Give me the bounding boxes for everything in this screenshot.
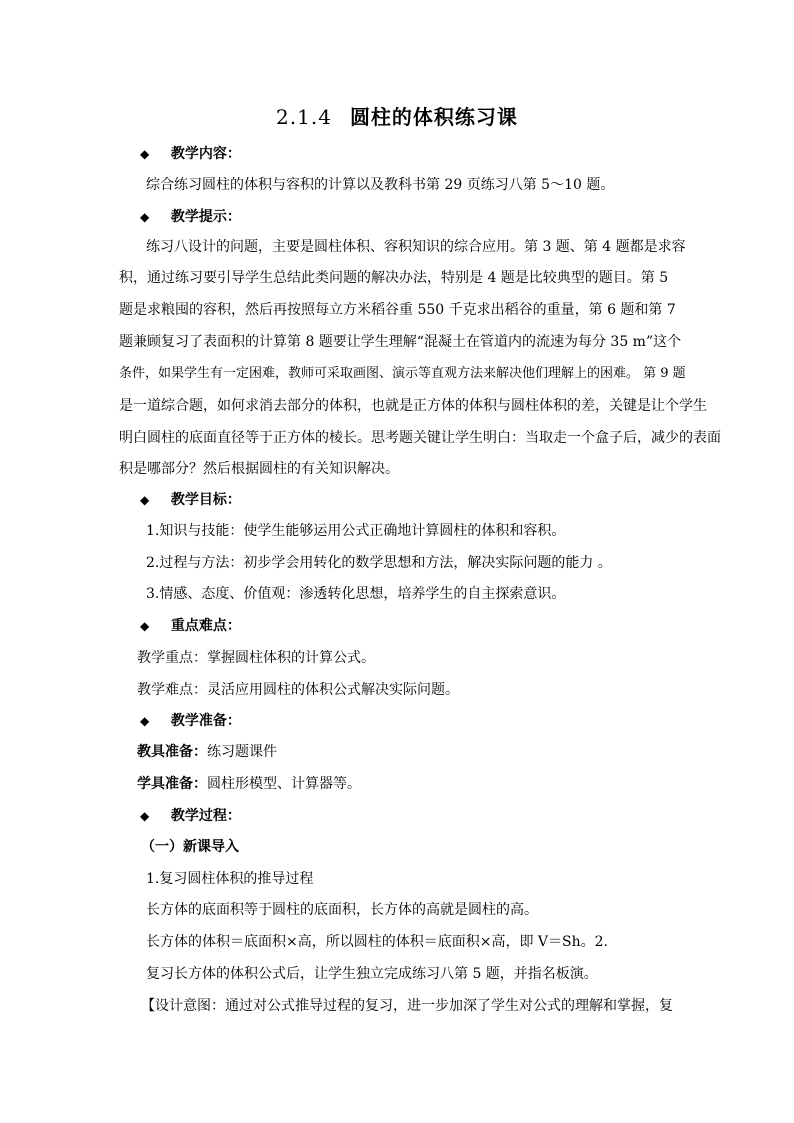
paragraph-line: 练习八设计的问题，主要是圆柱体积、容积知识的综合应用。第 3 题、第 4 题都是求容 — [146, 239, 686, 255]
bullet-diamond-icon: ◆ — [140, 714, 150, 728]
section-heading-content: ◆ 教学内容： — [140, 146, 241, 162]
paragraph-line: 1.复习圆柱体积的推导过程 — [146, 871, 314, 887]
paragraph-line: 复习长方体的体积公式后，让学生独立完成练习八第 5 题，并指名板演。 — [146, 966, 598, 982]
list-item: 1.知识与技能：使学生能够运用公式正确地计算圆柱的体积和容积。 — [146, 523, 566, 539]
paragraph-line: 教学难点：灵活应用圆柱的体积公式解决实际问题。 — [137, 682, 459, 698]
bullet-diamond-icon: ◆ — [140, 493, 150, 507]
paragraph-line: 教学重点：掌握圆柱体积的计算公式。 — [137, 650, 375, 666]
teacher-prep-value: 练习题课件 — [207, 744, 277, 760]
section-heading-prep: ◆ 教学准备： — [140, 713, 241, 729]
paragraph-line: 长方体的底面积等于圆柱的底面积，长方体的高就是圆柱的高。 — [146, 902, 538, 918]
paragraph-line: 是一道综合题，如何求消去部分的体积，也就是正方体的体积与圆柱体积的差，关键是让个学生 — [119, 398, 707, 414]
paragraph-line: 长方体的体积＝底面积×高，所以圆柱的体积＝底面积×高，即 V＝Sh。2. — [146, 934, 608, 950]
student-prep-line — [137, 774, 361, 794]
student-prep-value: 圆柱形模型、计算器等。 — [207, 776, 361, 792]
paragraph-line: 积是哪部分？然后根据圆柱的有关知识解决。 — [119, 461, 399, 477]
paragraph-line: 条件，如果学生有一定困难，教师可采取画图、演示等直观方法来解决他们理解上的困难。 第 9 题 — [119, 366, 686, 381]
sub-heading: （一）新课导入 — [141, 839, 239, 855]
list-item: 3.情感、态度、价值观：渗透转化思想，培养学生的自主探索意识。 — [146, 586, 566, 602]
list-item: 2.过程与方法：初步学会用转化的数学思想和方法，解决实际问题的能力 。 — [146, 555, 612, 571]
student-prep-label: 学具准备： — [137, 776, 207, 792]
title-text: 圆柱的体积练习课 — [349, 105, 518, 129]
title-number: 2.1.4 — [276, 105, 332, 129]
paragraph-line: 综合练习圆柱的体积与容积的计算以及教科书第 29 页练习八第 5～10 题。 — [146, 177, 615, 193]
teacher-prep-line — [137, 742, 277, 762]
paragraph-line: 明白圆柱的底面直径等于正方体的棱长。思考题关键让学生明白：当取走一个盒子后，减少的表面 — [119, 430, 721, 446]
section-heading-keypoints: ◆ 重点难点： — [140, 618, 241, 634]
bullet-diamond-icon: ◆ — [140, 210, 150, 224]
paragraph-line: 题兼顾复习了表面积的计算第 8 题要让学生理解“混凝土在管道内的流速为每分 35 m”这个 — [119, 334, 682, 350]
paragraph-line: 积，通过练习要引导学生总结此类问题的解决办法，特别是 4 题是比较典型的题目。第 5 — [119, 270, 669, 286]
page-title — [0, 104, 794, 130]
bullet-diamond-icon: ◆ — [140, 147, 150, 161]
bullet-diamond-icon: ◆ — [140, 809, 150, 823]
section-heading-goals: ◆ 教学目标： — [140, 492, 241, 508]
teacher-prep-label: 教具准备： — [137, 744, 207, 760]
section-heading-tips: ◆ 教学提示： — [140, 209, 241, 225]
section-heading-process: ◆ 教学过程： — [140, 808, 241, 824]
paragraph-line: 【设计意图：通过对公式推导过程的复习，进一步加深了学生对公式的理解和掌握，复 — [141, 998, 673, 1014]
bullet-diamond-icon: ◆ — [140, 619, 150, 633]
paragraph-line: 题是求粮囤的容积，然后再按照每立方米稻谷重 550 千克求出稻谷的重量，第 6 题和第 7 — [119, 302, 676, 318]
